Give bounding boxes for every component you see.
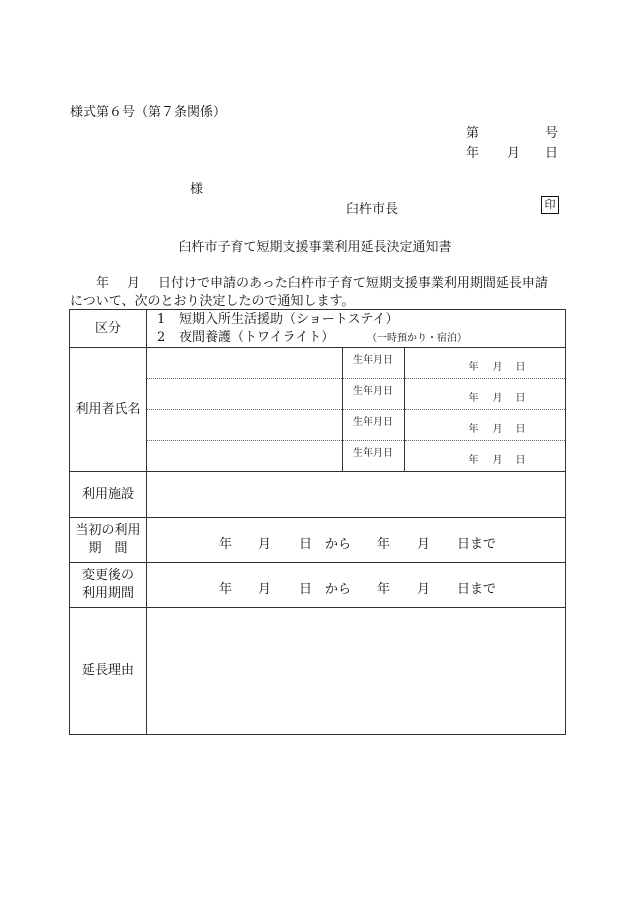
body-month: 月 <box>127 276 141 291</box>
body-year: 年 <box>96 276 110 291</box>
kubun-cell <box>147 310 566 348</box>
facility-field[interactable] <box>147 472 566 518</box>
date-month: 月 <box>507 146 521 161</box>
reason-field[interactable] <box>147 608 566 735</box>
changed-period-field[interactable]: 年 月 日 から 年 月 日まで <box>147 563 566 608</box>
reason-label: 延長理由 <box>70 608 147 735</box>
user-name-field[interactable] <box>147 379 342 410</box>
birth-label: 生年月日 <box>342 441 404 472</box>
form-number: 様式第６号（第７条関係） <box>70 105 227 120</box>
doc-number-prefix: 第 <box>466 126 480 141</box>
birth-label: 生年月日 <box>342 410 404 441</box>
changed-period-label: 変更後の 利用期間 <box>70 563 147 608</box>
initial-period-label: 当初の利用 期 間 <box>70 518 147 563</box>
birth-label: 生年月日 <box>342 348 404 379</box>
body-text: 日付けで申請のあった臼杵市子育て短期支援事業利用期間延長申請 <box>158 276 548 291</box>
facility-label: 利用施設 <box>70 472 147 518</box>
kubun-note: （一時預かり・宿泊） <box>367 332 467 344</box>
user-name-label: 利用者氏名 <box>70 348 147 472</box>
notification-table <box>69 309 566 735</box>
birth-date-field[interactable]: 年 月 日 <box>404 379 565 410</box>
user-row <box>147 379 565 410</box>
seal-mark: 印 <box>541 196 559 214</box>
kubun-label: 区分 <box>70 310 147 348</box>
issuer-mayor: 臼杵市長 <box>346 202 399 217</box>
birth-label: 生年月日 <box>342 379 404 410</box>
recipient-suffix: 様 <box>190 182 204 197</box>
user-name-field[interactable] <box>147 441 342 472</box>
document-title: 臼杵市子育て短期支援事業利用延長決定通知書 <box>178 240 452 255</box>
user-row <box>147 348 565 379</box>
birth-date-field[interactable]: 年 月 日 <box>404 410 565 441</box>
user-name-field[interactable] <box>147 410 342 441</box>
kubun-item-2: 2 夜間養護（トワイライト） （一時預かり・宿泊） <box>147 329 565 347</box>
user-rows-cell <box>147 348 566 472</box>
birth-date-field[interactable]: 年 月 日 <box>404 348 565 379</box>
user-rows <box>147 348 565 471</box>
user-row <box>147 410 565 441</box>
initial-period-field[interactable]: 年 月 日 から 年 月 日まで <box>147 518 566 563</box>
birth-date-field[interactable]: 年 月 日 <box>468 455 526 466</box>
doc-number-suffix: 号 <box>545 126 559 141</box>
user-name-field[interactable] <box>147 348 342 379</box>
date-day: 日 <box>545 146 559 161</box>
body-line-2: について、次のとおり決定したので通知します。 <box>70 294 355 309</box>
kubun-item-1: 1 短期入所生活援助（ショートステイ） <box>157 311 399 327</box>
user-row <box>147 441 565 472</box>
body-line-1 <box>70 272 548 291</box>
date-year: 年 <box>466 146 480 161</box>
